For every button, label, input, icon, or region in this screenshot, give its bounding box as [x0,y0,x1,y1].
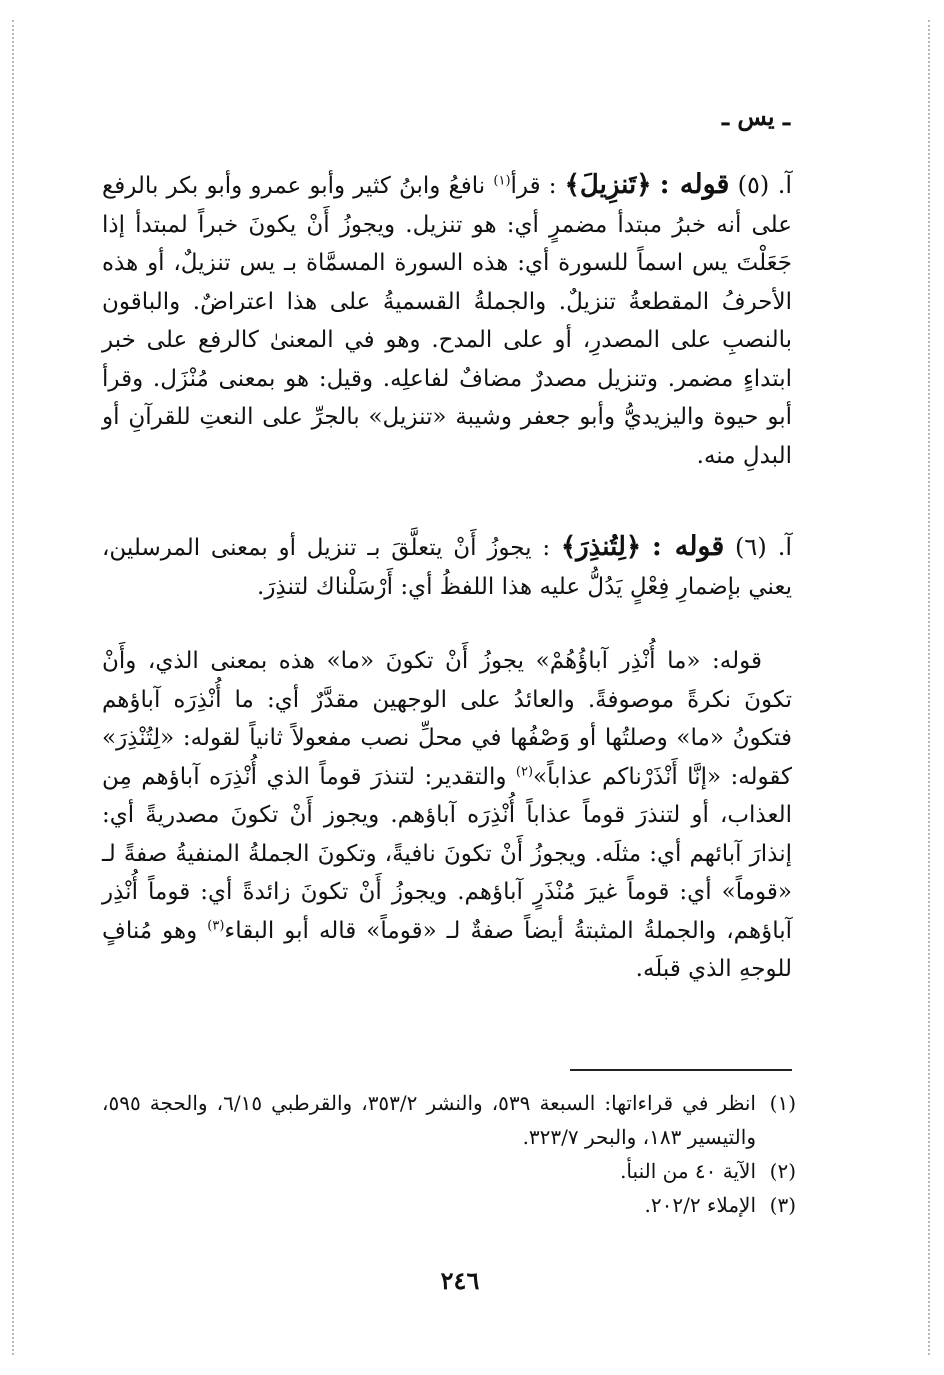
commentary-text: نافعُ وابنُ كثير وأبو عمرو وأبو بكر بالرفع على أنه خبرُ مبتدأ مضمرٍ أي: هو تنزيل. ويجوزُ أَنْ يكونَ خبراً لمبتدأ إذا جَعَلْتَ يس اسماً للسورة أي: هذه السورة المسمَّاة بـ يس تنزيلٌ، أو هذه الأحرفُ المقطعةُ تنزيلٌ. والجملةُ القسميةُ على هذا اعتراضٌ. والباقون بالنصبِ على المصدرِ، أو على المدح. وهو في المعنىٰ كالرفع على خبر ابتداءٍ مضمر. وتنزيل مصدرٌ مضافٌ لفاعلِه. وقيل: هو بمعنى مُنْزَل. وقرأ أبو حيوة واليزيديُّ وأبو جعفر وشيبة «تنزيل» بالجرِّ على النعتِ للقرآنِ أو البدلِ منه. [102,173,792,469]
after-quote: : [542,535,551,561]
footnotes [102,1086,796,1222]
commentary-paragraph [102,642,792,989]
footnote-item [102,1086,796,1154]
commentary-verse-5 [102,166,792,475]
verse-marker: آ. (٥) [737,171,793,199]
footnote-text: الإملاء ٢٠٢/٢. [644,1193,756,1217]
scan-edge-left [12,20,14,1355]
verse-marker: آ. (٦) [735,533,793,561]
footnote-ref: (٢) [515,763,534,779]
footnote-item [102,1154,796,1188]
commentary-verse-6 [102,528,792,606]
footnote-text: انظر في قراءاتها: السبعة ٥٣٩، والنشر ٣٥٣/٢، والقرطبي ٦/١٥، والحجة ٥٩٥، والتيسير ١٨٣، والبحر ٣٢٣/٧. [102,1091,756,1149]
footnote-ref: (٣) [207,917,225,933]
running-head: ـ يس ـ [721,102,790,131]
commentary-text: وهو مُنافٍ للوجهِ الذي قبلَه. [102,917,792,982]
footnote-separator [570,1069,792,1071]
quran-quote: ﴿لِتُنذِرَ﴾ [560,532,642,562]
footnote-number: (٢) [769,1159,796,1183]
footnote-text: الآية ٤٠ من النبأ. [620,1159,756,1183]
footnote-number: (٣) [769,1193,796,1217]
page-number: ٢٤٦ [440,1266,480,1295]
quran-quote: ﴿تَنزِيلَ﴾ [564,170,652,200]
after-quote: : قرأ [510,173,557,199]
scan-edge-right [928,20,930,1355]
footnote-ref: (١) [493,173,511,189]
lead-word: قوله : [659,169,730,200]
commentary-text: يجوزُ أَنْ يتعلَّقَ بـ تنزيل أو بمعنى المرسلين، يعني بإضمارِ فِعْلٍ يَدُلُّ عليه هذا اللفظُ أي: أَرْسَلْناك لتنذِرَ. [102,535,792,600]
lead-word: قوله : [651,531,725,562]
commentary-text: والتقدير: لتنذرَ قوماً الذي أُنْذِرَه آباؤهم مِن العذاب، أو لتنذرَ قوماً عذاباً أُنْذِرَه آباؤهم. ويجوز أَنْ تكونَ مصدريةً أي: إنذارَ آبائهم أي: مثلَه. ويجوزُ أَنْ تكونَ نافيةً، وتكونَ الجملةُ المنفيةُ صفةً لـ «قوماً» أي: قوماً غيرَ مُنْذَرٍ آباؤهم. ويجوزُ أَنْ تكونَ زائدةً أي: قوماً أُنْذِر آباؤهم، والجملةُ المثبتةُ أيضاً صفةٌ لـ «قوماً» قاله أبو البقاء [102,763,793,944]
footnote-item [102,1188,796,1222]
footnote-number: (١) [769,1091,796,1115]
commentary-text: قوله: «ما أُنْذِر آباؤُهُمْ» يجوزُ أَنْ تكونَ «ما» هذه بمعنى الذي، وأَنْ تكونَ نكرةً موصوفةً. والعائدُ على الوجهين مقدَّرٌ أي: ما أُنْذِرَه آباؤهم فتكونُ «ما» وصلتُها أو وَصْفُها في محلِّ نصب مفعولاً ثانياً لقوله: «لِتُنْذِرَ» كقوله: «إنَّا أَنْذَرْناكم عذاباً» [102,648,793,790]
